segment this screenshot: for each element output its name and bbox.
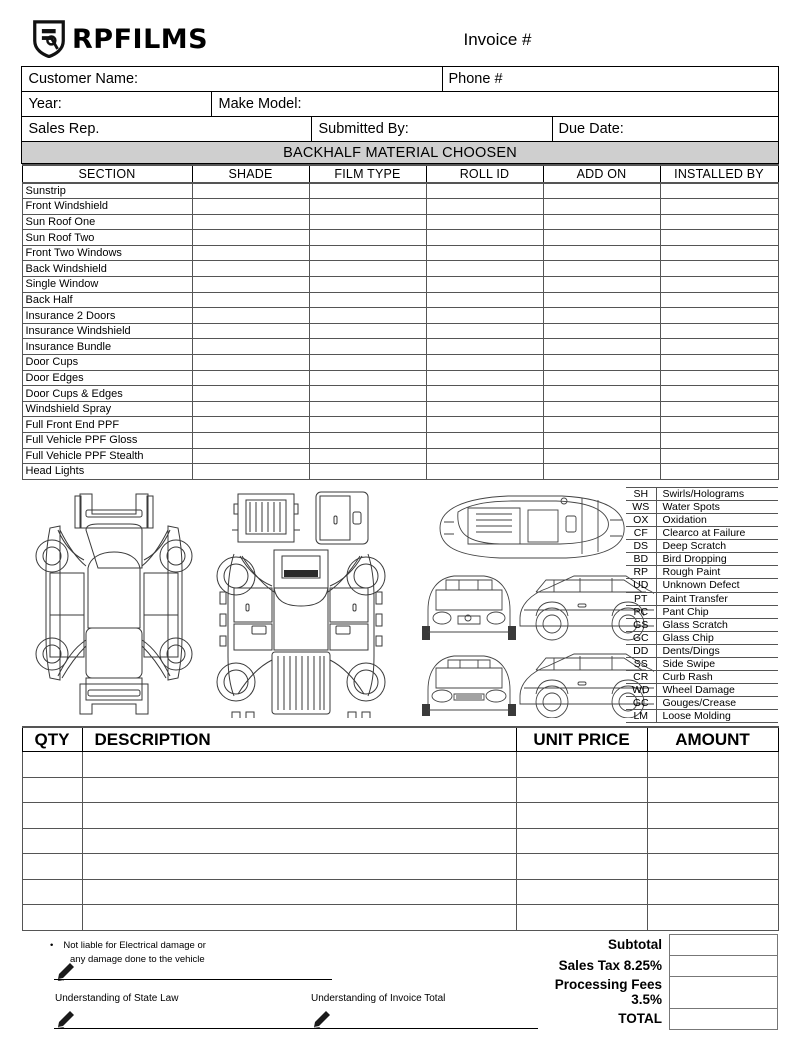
material-cell-film-type[interactable] — [309, 464, 426, 480]
total-value[interactable] — [670, 955, 778, 976]
material-cell-shade[interactable] — [192, 448, 309, 464]
line-item-qty[interactable] — [22, 777, 82, 803]
disclaimer-line-1: Not liable for Electrical damage or — [63, 939, 206, 951]
line-item-amount[interactable] — [647, 828, 778, 854]
table-row — [22, 323, 778, 339]
damage-code: GS — [626, 618, 656, 631]
table-row — [22, 777, 778, 803]
damage-description: Pant Chip — [656, 605, 778, 618]
material-cell-shade[interactable] — [192, 292, 309, 308]
table-row — [22, 199, 778, 215]
material-section-label: Windshield Spray — [22, 401, 192, 417]
material-section-label: Insurance Windshield — [22, 323, 192, 339]
line-item-desc[interactable] — [82, 854, 516, 880]
total-label: TOTAL — [618, 1011, 662, 1027]
damage-code: GC — [626, 631, 656, 644]
material-section-label: Full Vehicle PPF Gloss — [22, 433, 192, 449]
damage-code: DD — [626, 644, 656, 657]
sales-rep-field[interactable]: Sales Rep. — [22, 117, 312, 142]
legend-row — [626, 684, 778, 697]
damage-code-legend — [626, 487, 778, 724]
line-items-header — [22, 727, 778, 752]
table-row — [22, 214, 778, 230]
table-row — [22, 230, 778, 246]
line-item-amount[interactable] — [647, 803, 778, 829]
material-cell-roll-id[interactable] — [426, 448, 543, 464]
material-cell-roll-id[interactable] — [426, 245, 543, 261]
material-cell-roll-id[interactable] — [426, 230, 543, 246]
col-film-type: FILM TYPE — [309, 165, 426, 183]
table-row — [22, 828, 778, 854]
damage-code: PT — [626, 592, 656, 605]
table-row — [22, 261, 778, 277]
table-row — [22, 308, 778, 324]
material-cell-roll-id[interactable] — [426, 401, 543, 417]
material-cell-add-on[interactable] — [543, 448, 660, 464]
legend-row — [626, 500, 778, 513]
material-cell-installed-by[interactable] — [660, 448, 778, 464]
damage-code: WD — [626, 684, 656, 697]
line-item-qty[interactable] — [22, 752, 82, 778]
material-cell-shade[interactable] — [192, 199, 309, 215]
material-cell-shade[interactable] — [192, 355, 309, 371]
material-cell-shade[interactable] — [192, 245, 309, 261]
damage-description: Glass Chip — [656, 631, 778, 644]
legend-row — [626, 487, 778, 500]
table-row — [22, 401, 778, 417]
make-model-field[interactable]: Make Model: — [212, 92, 778, 117]
col-unit-price: UNIT PRICE — [516, 727, 647, 752]
table-row — [22, 277, 778, 293]
material-cell-installed-by[interactable] — [660, 464, 778, 480]
total-label: Subtotal — [608, 937, 662, 953]
material-section-label: Insurance 2 Doors — [22, 308, 192, 324]
material-cell-roll-id[interactable] — [426, 464, 543, 480]
material-cell-installed-by[interactable] — [660, 308, 778, 324]
year-field[interactable]: Year: — [22, 92, 212, 117]
legend-row — [626, 540, 778, 553]
phone-field[interactable]: Phone # — [442, 67, 778, 92]
material-cell-installed-by[interactable] — [660, 292, 778, 308]
material-cell-add-on[interactable] — [543, 386, 660, 402]
damage-description: Side Swipe — [656, 658, 778, 671]
invoice-page — [0, 20, 800, 1055]
material-section-label: Full Vehicle PPF Stealth — [22, 448, 192, 464]
material-cell-film-type[interactable] — [309, 370, 426, 386]
legend-row — [626, 605, 778, 618]
material-cell-film-type[interactable] — [309, 261, 426, 277]
material-section-label: Sunstrip — [22, 183, 192, 199]
material-cell-film-type[interactable] — [309, 401, 426, 417]
disclaimer-line-2: any damage done to the vehicle — [70, 953, 205, 965]
line-item-amount[interactable] — [647, 905, 778, 931]
material-cell-roll-id[interactable] — [426, 199, 543, 215]
material-cell-shade[interactable] — [192, 308, 309, 324]
totals-table — [526, 934, 778, 1030]
line-item-desc[interactable] — [82, 752, 516, 778]
material-cell-film-type[interactable] — [309, 183, 426, 199]
col-qty: QTY — [22, 727, 82, 752]
total-value[interactable] — [670, 976, 778, 1008]
material-section-label: Single Window — [22, 277, 192, 293]
col-shade: SHADE — [192, 165, 309, 183]
material-cell-installed-by[interactable] — [660, 323, 778, 339]
material-section-label: Door Cups & Edges — [22, 386, 192, 402]
col-section: SECTION — [22, 165, 192, 183]
backhalf-banner: BACKHALF MATERIAL CHOOSEN — [22, 142, 778, 164]
table-row — [22, 142, 778, 164]
table-row — [22, 92, 778, 117]
material-cell-shade[interactable] — [192, 464, 309, 480]
page-header — [22, 20, 778, 62]
damage-description: Paint Transfer — [656, 592, 778, 605]
truck-unfolded-diagram — [212, 486, 392, 718]
table-row — [22, 67, 778, 92]
material-cell-shade[interactable] — [192, 214, 309, 230]
line-item-qty[interactable] — [22, 905, 82, 931]
material-cell-add-on[interactable] — [543, 245, 660, 261]
damage-code: WS — [626, 500, 656, 513]
material-cell-film-type[interactable] — [309, 245, 426, 261]
material-section-label: Back Half — [22, 292, 192, 308]
material-section-label: Back Windshield — [22, 261, 192, 277]
col-add-on: ADD ON — [543, 165, 660, 183]
material-cell-film-type[interactable] — [309, 417, 426, 433]
material-cell-shade[interactable] — [192, 370, 309, 386]
damage-description: Gouges/Crease — [656, 697, 778, 710]
material-cell-installed-by[interactable] — [660, 277, 778, 293]
material-cell-add-on[interactable] — [543, 433, 660, 449]
material-cell-add-on[interactable] — [543, 230, 660, 246]
damage-code: CF — [626, 527, 656, 540]
totals-row — [526, 976, 778, 1008]
line-item-qty[interactable] — [22, 854, 82, 880]
material-cell-roll-id[interactable] — [426, 308, 543, 324]
material-section-label: Door Cups — [22, 355, 192, 371]
material-cell-installed-by[interactable] — [660, 370, 778, 386]
damage-description: Rough Paint — [656, 566, 778, 579]
damage-code: DS — [626, 540, 656, 553]
legend-row — [626, 527, 778, 540]
line-item-desc[interactable] — [82, 777, 516, 803]
suv-blueprint-diagram — [414, 486, 654, 718]
damage-code: UD — [626, 579, 656, 592]
material-cell-installed-by[interactable] — [660, 261, 778, 277]
col-roll-id: ROLL ID — [426, 165, 543, 183]
material-cell-shade[interactable] — [192, 401, 309, 417]
line-item-amount[interactable] — [647, 879, 778, 905]
damage-description: Wheel Damage — [656, 684, 778, 697]
material-section-label: Insurance Bundle — [22, 339, 192, 355]
table-row — [22, 370, 778, 386]
line-item-amount[interactable] — [647, 752, 778, 778]
material-cell-film-type[interactable] — [309, 214, 426, 230]
material-cell-installed-by[interactable] — [660, 433, 778, 449]
material-cell-roll-id[interactable] — [426, 355, 543, 371]
totals-row — [526, 955, 778, 976]
material-cell-add-on[interactable] — [543, 261, 660, 277]
material-cell-installed-by[interactable] — [660, 417, 778, 433]
total-label: Sales Tax 8.25% — [558, 958, 662, 974]
material-cell-shade[interactable] — [192, 339, 309, 355]
material-cell-shade[interactable] — [192, 183, 309, 199]
damage-code: GC — [626, 697, 656, 710]
col-amount: AMOUNT — [647, 727, 778, 752]
material-cell-shade[interactable] — [192, 261, 309, 277]
table-row — [22, 292, 778, 308]
line-item-unit-price[interactable] — [516, 879, 647, 905]
damage-description: Clearco at Failure — [656, 527, 778, 540]
table-row — [22, 464, 778, 480]
table-row — [22, 183, 778, 199]
customer-info-table — [21, 66, 778, 164]
legend-row — [626, 644, 778, 657]
damage-description: Unknown Defect — [656, 579, 778, 592]
material-cell-shade[interactable] — [192, 323, 309, 339]
material-cell-film-type[interactable] — [309, 277, 426, 293]
legend-row — [626, 618, 778, 631]
material-cell-add-on[interactable] — [543, 214, 660, 230]
due-date-field[interactable]: Due Date: — [552, 117, 778, 142]
table-row — [22, 386, 778, 402]
state-law-signature-label: Understanding of State Law — [55, 992, 179, 1004]
material-cell-roll-id[interactable] — [426, 214, 543, 230]
totals-row — [526, 1008, 778, 1029]
damage-description: Oxidation — [656, 513, 778, 526]
legend-row — [626, 658, 778, 671]
material-cell-installed-by[interactable] — [660, 245, 778, 261]
material-cell-add-on[interactable] — [543, 339, 660, 355]
line-item-qty[interactable] — [22, 828, 82, 854]
line-item-unit-price[interactable] — [516, 828, 647, 854]
damage-description: Curb Rash — [656, 671, 778, 684]
col-installed-by: INSTALLED BY — [660, 165, 778, 183]
damage-code: PC — [626, 605, 656, 618]
material-section-label: Head Lights — [22, 464, 192, 480]
damage-description: Deep Scratch — [656, 540, 778, 553]
invoice-total-signature-label: Understanding of Invoice Total — [311, 992, 446, 1004]
material-cell-shade[interactable] — [192, 417, 309, 433]
damage-code: CR — [626, 671, 656, 684]
total-value[interactable] — [670, 1008, 778, 1029]
material-cell-shade[interactable] — [192, 230, 309, 246]
material-cell-roll-id[interactable] — [426, 292, 543, 308]
table-row — [22, 879, 778, 905]
sedan-unfolded-diagram — [28, 488, 200, 718]
brand-name: RPFILMS — [72, 23, 209, 55]
submitted-by-field[interactable]: Submitted By: — [312, 117, 552, 142]
material-cell-shade[interactable] — [192, 386, 309, 402]
table-row — [22, 245, 778, 261]
col-description: DESCRIPTION — [82, 727, 516, 752]
material-cell-roll-id[interactable] — [426, 323, 543, 339]
material-cell-add-on[interactable] — [543, 370, 660, 386]
material-cell-roll-id[interactable] — [426, 370, 543, 386]
damage-code: LM — [626, 710, 656, 723]
material-cell-film-type[interactable] — [309, 199, 426, 215]
material-cell-installed-by[interactable] — [660, 401, 778, 417]
material-cell-film-type[interactable] — [309, 308, 426, 324]
material-cell-add-on[interactable] — [543, 199, 660, 215]
line-item-desc[interactable] — [82, 803, 516, 829]
material-cell-add-on[interactable] — [543, 417, 660, 433]
damage-code: RP — [626, 566, 656, 579]
table-row — [22, 854, 778, 880]
material-cell-roll-id[interactable] — [426, 261, 543, 277]
material-cell-roll-id[interactable] — [426, 386, 543, 402]
material-cell-film-type[interactable] — [309, 323, 426, 339]
material-cell-film-type[interactable] — [309, 230, 426, 246]
material-cell-installed-by[interactable] — [660, 339, 778, 355]
legend-row — [626, 631, 778, 644]
invoice-number-label: Invoice # — [463, 30, 532, 49]
total-value[interactable] — [670, 934, 778, 955]
material-section-label: Sun Roof Two — [22, 230, 192, 246]
material-cell-installed-by[interactable] — [660, 199, 778, 215]
material-section-label: Front Two Windows — [22, 245, 192, 261]
line-item-desc[interactable] — [82, 828, 516, 854]
line-items-table — [22, 726, 779, 931]
signature-line-disclaimer[interactable] — [54, 979, 332, 980]
total-label: Processing Fees 3.5% — [554, 977, 662, 1008]
material-cell-film-type[interactable] — [309, 433, 426, 449]
material-cell-installed-by[interactable] — [660, 355, 778, 371]
line-item-desc[interactable] — [82, 879, 516, 905]
damage-description: Loose Molding — [656, 710, 778, 723]
line-item-amount[interactable] — [647, 854, 778, 880]
line-item-unit-price[interactable] — [516, 777, 647, 803]
table-row — [22, 117, 778, 142]
table-row — [22, 803, 778, 829]
material-cell-film-type[interactable] — [309, 292, 426, 308]
damage-description: Swirls/Holograms — [656, 487, 778, 500]
damage-code: BD — [626, 553, 656, 566]
line-item-unit-price[interactable] — [516, 905, 647, 931]
table-row — [22, 905, 778, 931]
material-cell-installed-by[interactable] — [660, 230, 778, 246]
material-cell-roll-id[interactable] — [426, 433, 543, 449]
signature-line-state-law[interactable] — [54, 1028, 312, 1029]
material-section-label: Full Front End PPF — [22, 417, 192, 433]
legend-row — [626, 513, 778, 526]
material-cell-film-type[interactable] — [309, 448, 426, 464]
material-section-label: Door Edges — [22, 370, 192, 386]
damage-description: Bird Dropping — [656, 553, 778, 566]
line-item-unit-price[interactable] — [516, 803, 647, 829]
line-item-unit-price[interactable] — [516, 854, 647, 880]
customer-name-field[interactable]: Customer Name: — [22, 67, 442, 92]
material-cell-installed-by[interactable] — [660, 214, 778, 230]
damage-description: Water Spots — [656, 500, 778, 513]
legend-row — [626, 671, 778, 684]
line-item-qty[interactable] — [22, 879, 82, 905]
legend-row — [626, 710, 778, 723]
totals-row — [526, 934, 778, 955]
table-row — [22, 417, 778, 433]
material-table — [22, 164, 779, 480]
material-cell-installed-by[interactable] — [660, 183, 778, 199]
material-cell-add-on[interactable] — [543, 464, 660, 480]
material-section-label: Front Windshield — [22, 199, 192, 215]
material-cell-add-on[interactable] — [543, 292, 660, 308]
material-cell-add-on[interactable] — [543, 277, 660, 293]
line-item-qty[interactable] — [22, 803, 82, 829]
material-section-label: Sun Roof One — [22, 214, 192, 230]
table-row — [22, 448, 778, 464]
invoice-footer — [22, 931, 778, 1051]
material-cell-roll-id[interactable] — [426, 183, 543, 199]
material-cell-film-type[interactable] — [309, 355, 426, 371]
vehicle-diagram-strip — [22, 484, 778, 722]
table-row — [22, 339, 778, 355]
damage-code: OX — [626, 513, 656, 526]
material-cell-roll-id[interactable] — [426, 277, 543, 293]
signature-line-invoice-total[interactable] — [310, 1028, 538, 1029]
line-item-unit-price[interactable] — [516, 752, 647, 778]
line-item-desc[interactable] — [82, 905, 516, 931]
material-cell-add-on[interactable] — [543, 401, 660, 417]
material-cell-add-on[interactable] — [543, 355, 660, 371]
material-cell-add-on[interactable] — [543, 308, 660, 324]
material-cell-shade[interactable] — [192, 277, 309, 293]
legend-row — [626, 553, 778, 566]
table-row — [22, 355, 778, 371]
material-cell-film-type[interactable] — [309, 339, 426, 355]
table-row — [22, 752, 778, 778]
legend-row — [626, 592, 778, 605]
damage-description: Dents/Dings — [656, 644, 778, 657]
material-cell-shade[interactable] — [192, 433, 309, 449]
material-cell-installed-by[interactable] — [660, 386, 778, 402]
legend-row — [626, 566, 778, 579]
material-cell-film-type[interactable] — [309, 386, 426, 402]
line-item-amount[interactable] — [647, 777, 778, 803]
legend-row — [626, 697, 778, 710]
table-row — [22, 433, 778, 449]
legend-row — [626, 579, 778, 592]
damage-code: SH — [626, 487, 656, 500]
material-cell-roll-id[interactable] — [426, 339, 543, 355]
material-cell-roll-id[interactable] — [426, 417, 543, 433]
damage-description: Glass Scratch — [656, 618, 778, 631]
bullet-icon: • — [50, 939, 54, 951]
material-cell-add-on[interactable] — [543, 183, 660, 199]
material-cell-add-on[interactable] — [543, 323, 660, 339]
damage-code: SS — [626, 658, 656, 671]
material-table-header — [22, 165, 778, 183]
